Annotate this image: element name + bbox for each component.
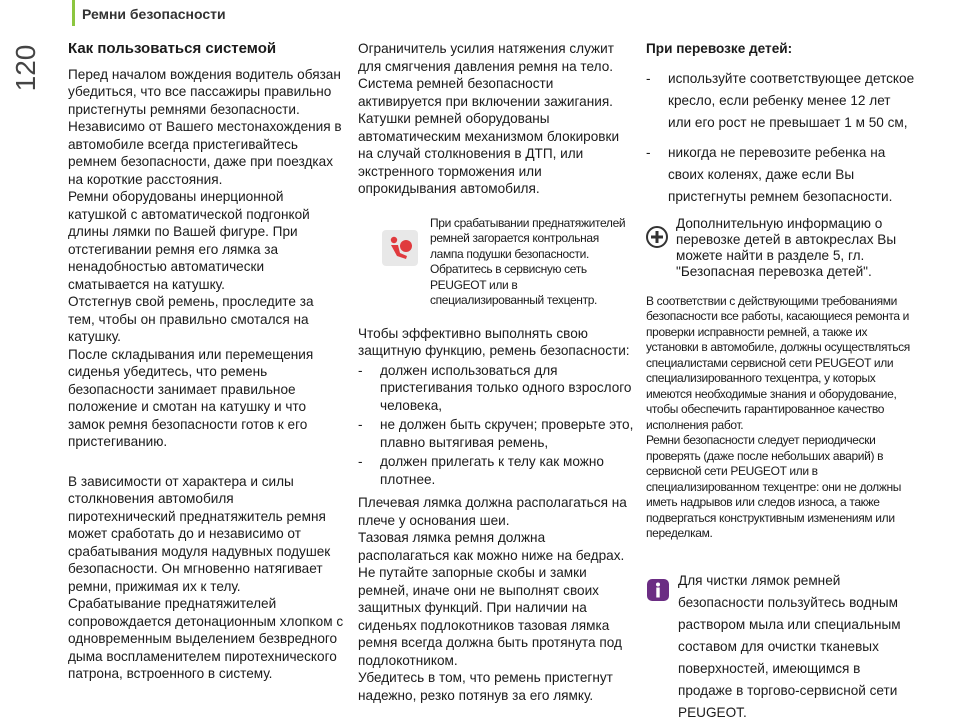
section-accent-bar [72, 0, 75, 26]
paragraph: Убедитесь в том, что ремень пристегнут надежно, резко потянув за его лямку. [358, 670, 613, 703]
column-1 [68, 40, 344, 683]
paragraph: Не путайте запорные скобы и замки ремней, иначе они не выполнят своих защитных функций. При наличии на сиденьях подлокотников тазовая лямка ремня всегда должна быть протянута под подлокотником. [358, 565, 622, 668]
paragraph: Плечевая лямка должна располагаться на плече у основания шеи. [358, 495, 627, 528]
paragraph: Катушки ремней оборудованы автоматическим механизмом блокировки на случай столкновения в ДТП, или экстренного торможения или опрокидывания автомобиля. [358, 111, 620, 196]
paragraph: В зависимости от характера и силы столкновения автомобиля пиротехнический преднатяжитель ремня может сработать до и независимо от срабатывания модуля надувных подушек безопасности. Он мгновенно натягивает ремни, прижимая их к телу. [68, 473, 331, 594]
airbag-warning-note [358, 216, 634, 309]
heading-transporting-children: При перевозке детей: [646, 41, 793, 56]
maintenance-text [646, 294, 916, 542]
paragraph: Перед началом вождения водитель обязан убедиться, что все пассажиры правильно пристегнуты ремнями безопасности. [68, 66, 341, 117]
paragraph: Ремни безопасности следует периодически проверять (даже после небольших аварий) в сервисной сети PEUGEOT или в специализированном техцентре: они не должны иметь надрывов или следов износа, а также подвергаться конструктивным изменениям или переделкам. [646, 433, 902, 540]
page-number: 120 [10, 44, 41, 92]
list-item: - не должен быть скручен; проверьте это, плавно вытягивая ремень, [358, 417, 634, 450]
list-item: - используйте соответствующее детское кресло, если ребенку менее 12 лет или его рост не превышает 1 м 50 см, [646, 70, 915, 130]
paragraph: Ограничитель усилия натяжения служит для смягчения давления ремня на тело. [358, 41, 614, 74]
paragraph: Отстегнув свой ремень, проследите за тем, чтобы он правильно смотался на катушку. [68, 294, 314, 344]
info-icon [646, 578, 670, 602]
heading-how-to-use: Как пользоваться системой [68, 40, 277, 57]
column-3 [646, 40, 916, 724]
paragraph: Тазовая лямка ремня должна располагаться как можно ниже на бедрах. [358, 530, 625, 563]
cleaning-text: Для чистки лямок ремней безопасности пользуйтесь водным раствором мыла или специальным составом для очистки тканевых поверхностей, имеющимся в продаже в торгово-сервисной сети PEUGEOT. [678, 572, 901, 720]
list-item: - никогда не перевозите ребенка на своих коленях, даже если Вы пристегнуты ремнем безопасности. [646, 144, 893, 204]
list-item: - должен прилегать к телу как можно плотнее. [358, 454, 604, 487]
paragraph: Ремни оборудованы инерционной катушкой с автоматической подгонкой длины лямки по Вашей фигуре. При отстегивании ремня его лямка за ненадобностью автоматически сматывается на катушку. [68, 189, 310, 292]
column-2 [358, 40, 634, 704]
list-item: - должен использоваться для пристегивания только одного взрослого человека, [358, 362, 632, 413]
paragraph: Чтобы эффективно выполнять свою защитную функцию, ремень безопасности: [358, 325, 630, 358]
paragraph: Срабатывание преднатяжителей сопровождается детонационным хлопком с одновременным выделением безвредного дыма воспламенителем пиротехнического патрона, встроенного в систему. [68, 596, 344, 681]
airbag-warning-icon [382, 230, 418, 266]
cleaning-note [646, 570, 916, 724]
more-info-note [646, 216, 916, 280]
more-info-text: Дополнительную информацию о перевозке детей в автокреслах Вы можете найти в разделе 5, гл. "Безопасная перевозка детей". [676, 215, 897, 279]
warning-text: При срабатывании преднатяжителей ремней загорается контрольная лампа подушки безопасности. Обратитесь в сервисную сеть PEUGEOT или в специализированный техцентр. [430, 215, 626, 307]
paragraph: В соответствии с действующими требованиями безопасности все работы, касающиеся ремонта и проверки исправности ремней, а также их установки в автомобиле, должны осуществляться специалистами сервисной сети PEUGEOT или специализированного техцентра, у которых имеются необходимые знания и оборудование, чтобы обеспечить гарантированное качество исполнения работ. [646, 293, 910, 432]
section-title: Ремни безопасности [82, 6, 226, 22]
paragraph: Независимо от Вашего местонахождения в автомобиле всегда пристегивайтесь ремнем безопасности, даже при поездках на короткие расстояния. [68, 119, 342, 187]
paragraph: Система ремней безопасности активируется при включении зажигания. [358, 76, 613, 109]
plus-icon [646, 226, 668, 248]
paragraph: После складывания или перемещения сиденья убедитесь, что ремень безопасности занимает правильное положение и смотан на катушку и что замок ремня безопасности готов к его пристегиванию. [68, 346, 314, 449]
